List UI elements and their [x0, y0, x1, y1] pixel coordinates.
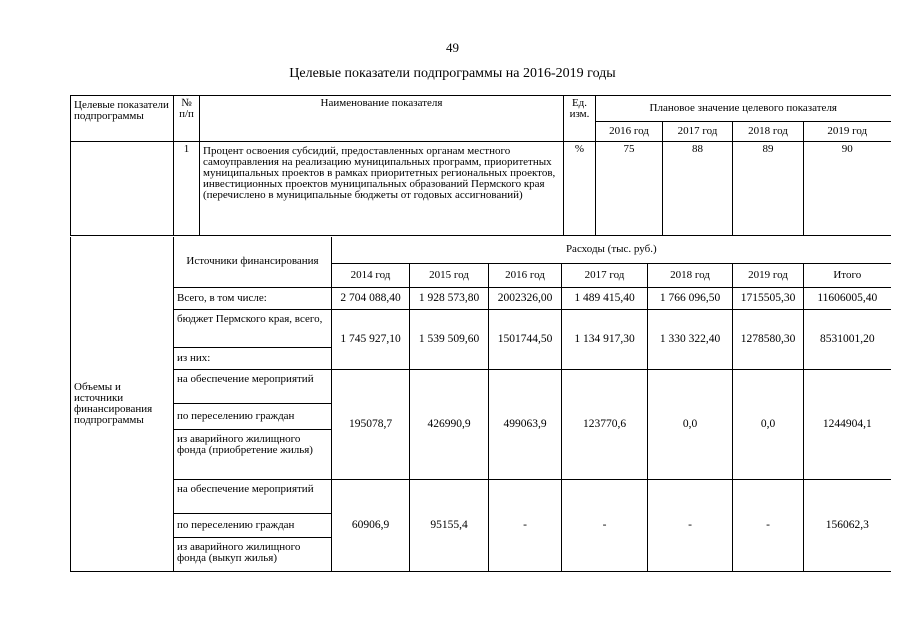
target-indicators-header: Целевые показатели подпрограммы [71, 96, 174, 142]
expenses-header: Расходы (тыс. руб.) [332, 237, 891, 263]
value-2019: 90 [804, 142, 891, 236]
indicator-name: Процент освоения субсидий, предоставленных органам местного самоуправления на реализацию муниципальных программ, приоритетных муниципальных проектов в рамках приоритетных региональных проектов, инвестиционных проектов муниципальных образований Пермского края (перечислено в муниципальные бюджеты от годовых ассигнований) [200, 142, 564, 236]
group1-2016: 499063,9 [489, 369, 562, 479]
perm-budget-2015: 1 539 509,60 [410, 309, 489, 369]
year-header-2018: 2018 год [733, 122, 804, 142]
group2-2017: - [562, 479, 648, 571]
year-header-2019: 2019 год [733, 263, 804, 287]
page-title: Целевые показатели подпрограммы на 2016-2019 годы [289, 66, 616, 81]
indicator-name-header: Наименование показателя [200, 96, 564, 142]
group1-2019: 0,0 [733, 369, 804, 479]
year-header-2017: 2017 год [663, 122, 733, 142]
total-2014: 2 704 088,40 [332, 287, 410, 309]
table-row [71, 369, 891, 403]
row-number-header: № п/п [174, 96, 200, 142]
total-2015: 1 928 573,80 [410, 287, 489, 309]
group1-2017: 123770,6 [562, 369, 648, 479]
perm-budget-2018: 1 330 322,40 [648, 309, 733, 369]
page-number: 49 [446, 40, 459, 55]
total-2019: 1715505,30 [733, 287, 804, 309]
group2-resettlement-label: по переселению граждан [174, 513, 332, 537]
group1-2015: 426990,9 [410, 369, 489, 479]
group2-2014: 60906,9 [332, 479, 410, 571]
planned-value-header: Плановое значение целевого показателя [596, 96, 891, 122]
total-2018: 1 766 096,50 [648, 287, 733, 309]
table-row [71, 309, 891, 347]
group2-2019: - [733, 479, 804, 571]
group1-2014: 195078,7 [332, 369, 410, 479]
table-row [71, 479, 891, 513]
total-label: Всего, в том числе: [174, 287, 332, 309]
sources-header: Источники финансирования [174, 237, 332, 287]
group2-fund-label: из аварийного жилищного фонда (выкуп жилья) [174, 537, 332, 571]
year-header-2015: 2015 год [410, 263, 489, 287]
group1-provision-label: на обеспечение мероприятий [174, 369, 332, 403]
perm-budget-2017: 1 134 917,30 [562, 309, 648, 369]
unit-header: Ед. изм. [564, 96, 596, 142]
group1-2018: 0,0 [648, 369, 733, 479]
value-2018: 89 [733, 142, 804, 236]
table-row [71, 287, 891, 309]
year-header-2018: 2018 год [648, 263, 733, 287]
financing-section-label: Объемы и источники финансирования подпрограммы [71, 237, 174, 571]
table-row [71, 142, 891, 236]
group1-resettlement-label: по переселению граждан [174, 403, 332, 429]
group2-2018: - [648, 479, 733, 571]
group1-fund-label: из аварийного жилищного фонда (приобретение жилья) [174, 429, 332, 479]
perm-budget-2019: 1278580,30 [733, 309, 804, 369]
row-number: 1 [174, 142, 200, 236]
group2-2016: - [489, 479, 562, 571]
total-2017: 1 489 415,40 [562, 287, 648, 309]
group2-2015: 95155,4 [410, 479, 489, 571]
group2-total: 156062,3 [804, 479, 891, 571]
perm-budget-2016: 1501744,50 [489, 309, 562, 369]
indicator-unit: % [564, 142, 596, 236]
year-header-2016: 2016 год [596, 122, 663, 142]
perm-budget-sublabel: из них: [174, 347, 332, 369]
year-header-2016: 2016 год [489, 263, 562, 287]
total-sum: 11606005,40 [804, 287, 891, 309]
perm-budget-total: 8531001,20 [804, 309, 891, 369]
empty-cell [71, 142, 174, 236]
perm-budget-label: бюджет Пермского края, всего, [174, 309, 332, 347]
total-2016: 2002326,00 [489, 287, 562, 309]
value-2016: 75 [596, 142, 663, 236]
perm-budget-2014: 1 745 927,10 [332, 309, 410, 369]
year-header-2019: 2019 год [804, 122, 891, 142]
year-header-2014: 2014 год [332, 263, 410, 287]
financing-table [70, 237, 891, 572]
group1-total: 1244904,1 [804, 369, 891, 479]
target-indicators-table [70, 95, 891, 236]
total-header: Итого [804, 263, 891, 287]
year-header-2017: 2017 год [562, 263, 648, 287]
group2-provision-label: на обеспечение мероприятий [174, 479, 332, 513]
value-2017: 88 [663, 142, 733, 236]
